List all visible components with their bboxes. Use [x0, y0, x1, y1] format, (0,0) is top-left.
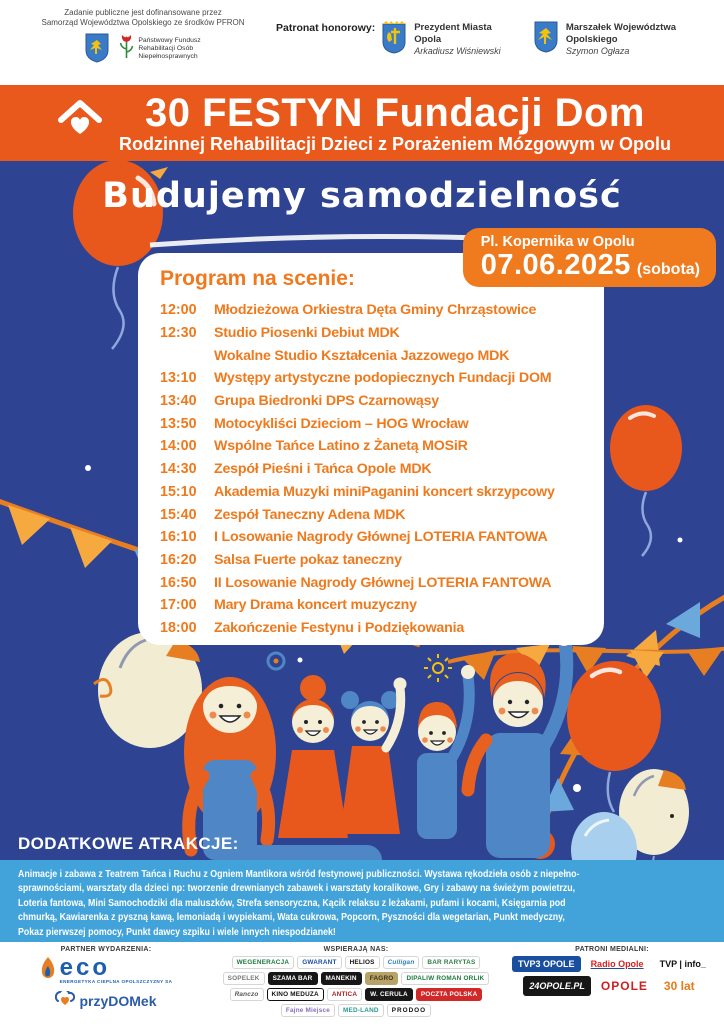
program-row — [160, 367, 594, 390]
program-row — [160, 412, 594, 435]
eco-name: eco — [59, 954, 110, 981]
patron-title: Marszałek Województwa Opolskiego — [565, 22, 677, 45]
attractions-heading: DODATKOWE ATRAKCJE: — [18, 834, 239, 853]
supporter-logo: SZAMA BAR — [268, 972, 318, 985]
supporter-logo: Fajne Miejsce — [281, 1004, 335, 1017]
program-time: 14:00 — [160, 438, 197, 455]
media-logo: 24OPOLE.PL — [523, 976, 591, 996]
media-label: PATRONI MEDIALNI: — [575, 946, 649, 953]
event-date: 07.06.2025 — [480, 249, 631, 281]
program-title: Akademia Muzyki miniPaganini koncert skrzypcowy — [214, 483, 555, 500]
program-row — [160, 503, 594, 526]
media-logo: OPOLE — [595, 976, 654, 996]
przydomek-house-icon — [55, 991, 75, 1010]
supporter-logo: BAR RARYTAS — [422, 956, 480, 969]
program-row — [160, 617, 594, 640]
supporter-logo: KINO MEDUZA — [267, 988, 324, 1001]
patron-name: Szymon Ogłaza — [565, 46, 630, 56]
balloon-icon — [610, 405, 682, 556]
program-title: Młodzieżowa Orkiestra Dęta Gminy Chrząstowice — [214, 302, 537, 319]
media-logo: 30 lat — [658, 976, 701, 996]
confetti-dot — [573, 784, 581, 792]
partner-label: PARTNER WYDARZENIA: — [60, 946, 152, 953]
program-time: 13:40 — [160, 393, 197, 410]
eco-caption: ENERGETYKA CIEPLNA OPOLSZCZYZNY SA — [59, 979, 173, 984]
supporter-logo: HELIOS — [345, 956, 380, 969]
eco-flame-icon — [40, 956, 56, 985]
pfron-line2: Rehabilitacji Osób — [138, 45, 194, 53]
program-time: 16:20 — [160, 551, 197, 568]
program-row — [160, 458, 594, 481]
program-row — [160, 322, 594, 345]
supporter-logo: MANEKIN — [321, 972, 362, 985]
pfron-line3: Niepełnosprawnych — [138, 53, 198, 61]
supporter-logo: PRODOO — [387, 1004, 431, 1017]
supporter-logo: GWARANT — [297, 956, 341, 969]
program-row — [160, 435, 594, 458]
attractions-line: chmurką, Kawiarenka z pyszną kawą, lemoniadą i wypiekami, Wata cukrowa, Popcorn, Pyszności dla wegetarian, Punkt medyczny, — [18, 912, 565, 924]
funding-line1: Zadanie publiczne jest dofinansowane przez — [64, 8, 222, 17]
program-title: Salsa Fuerte pokaz taneczny — [214, 551, 402, 568]
program-time: 17:00 — [160, 597, 197, 614]
attractions-band — [0, 860, 724, 942]
supporter-logo: MED-LAND — [338, 1004, 384, 1017]
program-title: Studio Piosenki Debiut MDK — [214, 325, 400, 342]
poster-subtitle: Rodzinnej Rehabilitacji Dzieci z Porażeniem Mózgowym w Opolu — [118, 134, 672, 154]
media-logo: TVP | info_ — [654, 956, 712, 972]
program-time: 15:10 — [160, 483, 197, 500]
eco-logo — [40, 956, 173, 985]
supporter-logo: DIPALIW ROMAN ORLIK — [401, 972, 489, 985]
program-time: 15:40 — [160, 506, 197, 523]
przydomek-logo — [55, 991, 156, 1010]
supporter-logos — [210, 956, 502, 1017]
supporter-logo: FAGRO — [365, 972, 399, 985]
program-heading: Program na scenie: — [160, 267, 355, 290]
footer-logos — [0, 942, 724, 1024]
program-title: Grupa Biedronki DPS Czarnowąsy — [214, 393, 439, 410]
tagline: Budujemy samodzielność — [102, 176, 622, 216]
event-day: (sobota) — [636, 261, 700, 278]
media-column — [508, 946, 716, 1024]
supporter-logo: ANTICA — [327, 988, 362, 1001]
program-title: Wspólne Tańce Latino z Żanetą MOSiR — [214, 438, 468, 455]
pfron-line1: Państwowy Fundusz — [138, 37, 201, 44]
program-title: Występy artystyczne podopiecznych Fundacji DOM — [214, 370, 552, 387]
supporters-column — [210, 946, 502, 1024]
program-time: 16:50 — [160, 574, 197, 591]
media-logo: Radio Opole — [585, 956, 650, 972]
family-illustration — [184, 630, 572, 875]
program-title: Zespół Taneczny Adena MDK — [214, 506, 406, 523]
program-title: Wokalne Studio Kształcenia Jazzowego MDK — [214, 347, 510, 364]
supporters-label: WSPIERAJĄ NAS: — [323, 946, 389, 953]
program-title: Mary Drama koncert muzyczny — [214, 597, 417, 614]
program-row — [160, 481, 594, 504]
program-row — [160, 571, 594, 594]
supporter-logo: W. CERULA — [365, 988, 413, 1001]
program-row — [160, 526, 594, 549]
program-row — [160, 390, 594, 413]
attractions-line: Loteria fantowa, Mini Samochodziki dla maluszków, Strefa sensoryczna, Kącik relaksu z leżakami, pufami i kocami, Księgarnia pod — [18, 897, 566, 909]
program-time: 13:10 — [160, 370, 197, 387]
program-title: II Losowanie Nagrody Głównej LOTERIA FANTOWA — [214, 574, 552, 591]
supporter-logo: SOPELEK — [223, 972, 265, 985]
program-title: I Losowanie Nagrody Głównej LOTERIA FANTOWA — [214, 529, 548, 546]
program-row — [160, 344, 594, 367]
program-title: Zakończenie Festynu i Podziękowania — [214, 619, 465, 636]
media-logo: TVP3 OPOLE — [512, 956, 581, 972]
program-time: 12:00 — [160, 302, 197, 319]
program-list — [160, 299, 594, 639]
program-row — [160, 299, 594, 322]
program-title: Zespół Pieśni i Tańca Opole MDK — [214, 461, 432, 478]
program-time: 12:30 — [160, 325, 197, 342]
program-row — [160, 594, 594, 617]
program-time: 13:50 — [160, 415, 197, 432]
program-card — [138, 253, 604, 645]
attractions-line: Pokaz pierwszej pomocy, Punkt dawcy szpiku i wiele innych niespodzianek! — [18, 926, 336, 938]
patronage-label: Patronat honorowy: — [276, 22, 376, 34]
supporter-logo: POCZTA POLSKA — [416, 988, 483, 1001]
supporter-logo: Culligan — [383, 956, 420, 969]
patron-title: Prezydent Miasta Opola — [414, 22, 492, 45]
przydomek-name: przyDOMek — [79, 992, 157, 1009]
patron-name: Arkadiusz Wiśniewski — [414, 46, 501, 56]
funding-line2: Samorząd Województwa Opolskiego ze środków PFRON — [41, 18, 245, 27]
supporter-logo: Ranczo — [230, 988, 264, 1001]
program-title: Motocykliści Dzieciom – HOG Wrocław — [214, 415, 469, 432]
program-row — [160, 549, 594, 572]
program-time: 16:10 — [160, 529, 197, 546]
event-location: Pl. Kopernika w Opolu — [480, 234, 635, 250]
partner-column — [8, 946, 204, 1024]
media-logos — [508, 956, 716, 996]
poster-title: 30 FESTYN Fundacji Dom — [145, 91, 645, 135]
supporter-logo: WEGENERACJA — [232, 956, 295, 969]
program-time: 14:30 — [160, 461, 197, 478]
program-time: 18:00 — [160, 619, 197, 636]
date-location-badge — [463, 228, 716, 287]
attractions-line: sprawnościami, warsztaty dla dzieci np: tworzenie drewnianych zabawek i warsztaty koralikowe, Gry i zabawy na świeżym powietrzu, — [18, 883, 576, 895]
attractions-line: Animacje i zabawa z Teatrem Tańca i Ruchu z Ogniem Mantikora wśród festynowej publiczności. Wystawa rękodzieła osób z niepełno- — [18, 869, 580, 880]
